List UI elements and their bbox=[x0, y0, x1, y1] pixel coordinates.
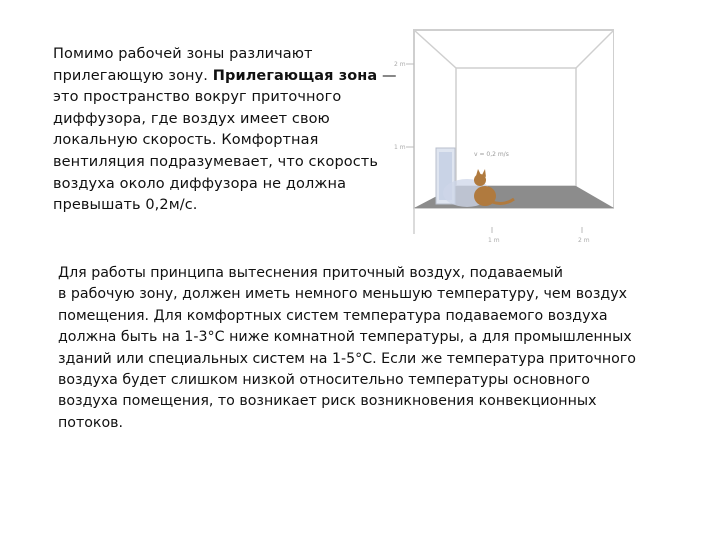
room-diagram bbox=[392, 28, 614, 250]
body-line: зданий или специальных систем на 1-5°C. Если же температура приточного bbox=[58, 350, 636, 367]
intro-line: вентиляция подразумевает, что скорость bbox=[53, 153, 379, 170]
intro-line: превышать 0,2м/с. bbox=[53, 197, 198, 214]
y-axis-label-1m: 1 m bbox=[394, 144, 406, 151]
intro-line: воздуха около диффузора не должна bbox=[53, 175, 347, 192]
intro-line: это пространство вокруг приточного bbox=[53, 89, 342, 106]
body-line: в рабочую зону, должен иметь немного меньшую температуру, чем воздух bbox=[58, 286, 627, 303]
x-axis-label-1m: 1 m bbox=[488, 237, 500, 244]
intro-bold-term: Прилегающая зона bbox=[212, 67, 378, 84]
velocity-label: v = 0,2 m/s bbox=[474, 151, 509, 158]
body-line: должна быть на 1-3°C ниже комнатной температуры, а для промышленных bbox=[58, 329, 632, 346]
body-line: Для работы принципа вытеснения приточный воздух, подаваемый bbox=[58, 265, 563, 281]
body-paragraph bbox=[58, 263, 698, 434]
body-line: воздуха будет слишком низкой относительно температуры основного bbox=[58, 372, 590, 389]
body-line: помещения. Для комфортных систем температура подаваемого воздуха bbox=[58, 307, 608, 324]
body-line: потоков. bbox=[58, 414, 124, 431]
intro-line bbox=[53, 66, 397, 88]
intro-line: локальную скорость. Комфортная bbox=[53, 132, 319, 149]
back-wall bbox=[456, 68, 576, 186]
intro-line: Помимо рабочей зоны различают bbox=[53, 46, 313, 62]
x-axis-label-2m: 2 m bbox=[578, 237, 590, 244]
intro-line: диффузора, где воздух имеет свою bbox=[53, 110, 330, 127]
y-axis-label-2m: 2 m bbox=[394, 61, 406, 68]
intro-text: прилегающую зону. bbox=[53, 67, 213, 84]
body-line: воздуха помещения, то возникает риск возникновения конвекционных bbox=[58, 393, 597, 410]
intro-dash: — bbox=[377, 67, 397, 84]
intro-paragraph bbox=[53, 44, 397, 217]
